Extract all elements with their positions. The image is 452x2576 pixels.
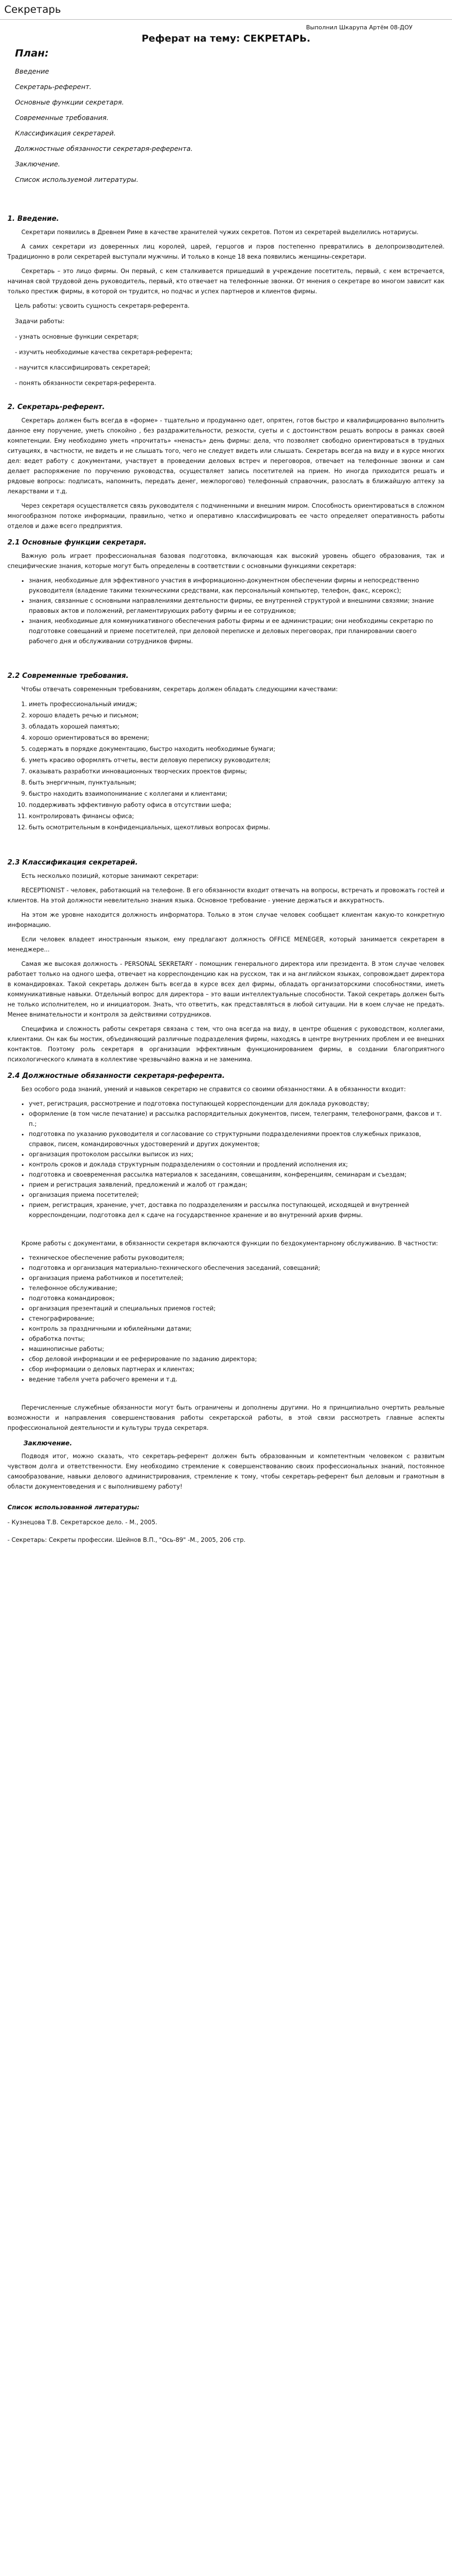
subsection-heading-functions: 2.1 Основные функции секретаря.	[7, 539, 147, 547]
paragraph: Самая же высокая должность - PERSONAL SEKRETARY - помощник генерального директора или президента. В этом случае человек работает только на одного шефа, отвечает на корреспонденцию как на русском, так и на английском языках, сопровождает директора в командировках. Такой секретарь должен быть всегда в курсе всех дел фирмы, обладать организаторскими способностями, иметь коммуникативные навыки. Отдельный вопрос для директора – это ваши интеллектуальные способности. Такой секретарь должен быть не только исполнителем, но и инициатором. Знать, что ответить, как представляться в любой ситуации. Ни в коем случае не предать. Менее внимательности и контроля за действиями сотрудников.	[7, 961, 445, 1018]
plan-list	[15, 63, 445, 187]
paragraph: Есть несколько позиций, которые занимают секретари:	[21, 873, 199, 879]
duties-list	[7, 1099, 445, 1220]
list-item: • оформление (в том числе печатание) и рассылка распорядительных документов, писем, телеграмм, телефонограмм, факсов и т. п.;	[29, 1109, 445, 1129]
plan-item: Классификация секретарей.	[15, 129, 116, 137]
plan-item: Заключение.	[15, 160, 60, 168]
paragraph: А самих секретари из доверенных лиц королей, царей, герцогов и пэров постепенно превратились в делопроизводителей. Традиционно в роли секретарей выступали мужчины. И только в конце 18 века появились женщины-секретари.	[7, 243, 445, 260]
subsection-heading-requirements: 2.2 Современные требования.	[7, 672, 129, 680]
list-item: • машинописные работы;	[29, 1344, 445, 1354]
subsection-heading-classification: 2.3 Классификация секретарей.	[7, 859, 138, 867]
section-heading-referent: 2. Секретарь-референт.	[7, 403, 105, 411]
list-item: 10. поддерживать эффективную работу офиса в отсутствии шефа;	[29, 799, 445, 811]
conclusion-heading: Заключение.	[23, 1439, 72, 1447]
list-item: • знания, связанные с основными направлениями деятельности фирмы, ее внутренней структурой и внешними связями; знание правовых актов и положений, регламентирующих работу фирмы и ее сотрудников;	[29, 596, 445, 616]
list-item: • сбор информации о деловых партнерах и клиентах;	[29, 1364, 445, 1374]
list-item: • прием, регистрация, хранение, учет, доставка по подразделениям и рассылка поступающей, исходящей и внутренней корреспонденции, подготовка дел к сдаче на государственное хранение и во внутренний архив фирмы.	[29, 1200, 445, 1220]
paragraph: Перечисленные служебные обязанности могут быть ограничены и дополнены другими. Но я принципиально очертить реальные возможности и направления совершенствования работы секретарской работы, в этой связи рассмотреть главные аспекты профессиональной деятельности и культуры труда секретаря.	[7, 1404, 445, 1431]
reference-item: - Кузнецова Т.В. Секретарское дело. - М., 2005.	[7, 1519, 157, 1526]
plan-item: Список используемой литературы.	[15, 175, 139, 183]
paragraph: Секретарь – это лицо фирмы. Он первый, с кем сталкивается пришедший в учреждение посетитель, первый, с кем встречается, начиная свой трудовой день руководитель, первый, кто отвечает на телефонные звонки. От мнения о секретаре во многом зависит как только престиж фирмы, в которой он трудится, но подчас и успех партнеров и клиентов фирмы.	[7, 268, 445, 295]
list-item: 12. быть осмотрительным в конфиденциальных, щекотливых вопросах фирмы.	[29, 822, 445, 833]
paragraph: Кроме работы с документами, в обязанности секретаря включаются функции по бездокументарному обслуживанию. В частности:	[21, 1240, 438, 1247]
window-title-bar	[0, 0, 452, 20]
list-item: 11. контролировать финансы офиса;	[29, 811, 445, 822]
list-item: • подготовка и своевременная рассылка материалов к заседаниям, совещаниям, конференциям, семинарам и съездам;	[29, 1170, 445, 1180]
list-item: • подготовка командировок;	[29, 1293, 445, 1303]
goal-line: Цель работы: усвоить сущность секретаря-референта.	[15, 302, 190, 309]
list-item: • организация приема посетителей;	[29, 1190, 445, 1200]
list-item: • техническое обеспечение работы руководителя;	[29, 1253, 445, 1263]
functions-list	[7, 575, 445, 646]
list-item: • организация приема работников и посетителей;	[29, 1273, 445, 1283]
paragraph: Если человек владеет иностранным языком, ему предлагают должность OFFICE MENEGER, который занимается секретарем в менеджере...	[7, 936, 445, 953]
section-heading-intro: 1. Введение.	[7, 215, 59, 223]
plan-item: Современные требования.	[15, 114, 109, 122]
list-item: 2. хорошо владеть речью и письмом;	[29, 710, 445, 721]
list-item: • учет, регистрация, рассмотрение и подготовка поступающей корреспонденции для доклада руководству;	[29, 1099, 445, 1109]
paragraph: Специфика и сложность работы секретаря связана с тем, что она всегда на виду, в центре общения с руководством, коллегами, клиентами. Он как бы мостик, объединяющий различные подразделения фирмы, находясь в центре внутренних проблем и ее внешних контактов. Поэтому роль секретаря в организации эффективным функционированием фирмы, в создании благоприятного психологического климата в коллективе чрезвычайно важна и не заменима.	[7, 1026, 445, 1063]
task-item: - изучить необходимые качества секретаря-референта;	[15, 349, 193, 356]
author-line: Выполнил Шкарупа Артём 08-ДОУ	[306, 24, 413, 31]
paragraph: Через секретаря осуществляется связь руководителя с подчиненными и внешним миром. Способность ориентироваться в сложном многообразном потоке информации, правильно, четко и оперативно классифицировать ее часто определяет оперативность работы отделов и даже всего предприятия.	[7, 502, 445, 530]
list-item: • контроль сроков и доклада структурным подразделениям о состоянии и продлений исполнения их;	[29, 1159, 445, 1170]
list-item: • контроль за праздничными и юбилейными датами;	[29, 1324, 445, 1334]
paragraph: Без особого рода знаний, умений и навыков секретарю не справится со своими обязанностями. А в обязанности входит:	[21, 1086, 406, 1093]
references-heading: Список использованной литературы:	[7, 1503, 140, 1511]
list-item: 3. обладать хорошей памятью;	[29, 721, 445, 732]
list-item: • подготовка и организация материально-технического обеспечения заседаний, совещаний;	[29, 1263, 445, 1273]
plan-item: Секретарь-референт.	[15, 83, 92, 91]
window-title: Секретарь	[4, 4, 61, 15]
list-item: • сбор деловой информации и ее реферирование по заданию директора;	[29, 1354, 445, 1364]
list-item: 7. оказывать разработки инновационных творческих проектов фирмы;	[29, 766, 445, 777]
task-item: - научится классифицировать секретарей;	[15, 364, 150, 371]
paragraph: RECEPTIONIST - человек, работающий на телефоне. В его обязанности входит отвечать на вопросы, встречать и провожать гостей и клиентов. На этой должности невелительно знания языка. Основное требование - умение держаться и аккуратность.	[7, 887, 445, 904]
reference-item: - Секретарь: Секреты профессии. Шейнов В.П., "Ось-89" -М., 2005, 206 стр.	[7, 1537, 246, 1543]
list-item: 8. быть энергичным, пунктуальным;	[29, 777, 445, 788]
plan-item: Основные функции секретаря.	[15, 98, 124, 106]
subsection-heading-duties: 2.4 Должностные обязанности секретаря-референта.	[7, 1072, 225, 1080]
list-item: • организация протоколом рассылки выписок из них;	[29, 1149, 445, 1159]
non-document-duties-list	[7, 1253, 445, 1385]
paragraph: Чтобы отвечать современным требованиям, секретарь должен обладать следующими качествами:	[21, 686, 338, 693]
list-item: 5. содержать в порядке документацию, быстро находить необходимые бумаги;	[29, 743, 445, 755]
paragraph: Подводя итог, можно сказать, что секретарь-референт должен быть образованным и компетентным человеком с развитым чувством долга и ответственности. Ему необходимо стремление к совершенствованию своих профессиональных знаний, постоянное самообразование, навыки делового администрирования, стремление к тому, чтобы секретарь-референт был деловым и грамотным в области документоведения и с выполнившему работу!	[7, 1453, 445, 1490]
list-item: • ведение табеля учета рабочего времени и т.д.	[29, 1374, 445, 1385]
document-title: Реферат на тему: СЕКРЕТАРЬ.	[141, 33, 311, 44]
list-item: • телефонное обслуживание;	[29, 1283, 445, 1293]
list-item: • подготовка по указанию руководителя и согласование со структурными подразделениями проектов служебных приказов, справок, писем, командировочных удостоверений и других документов;	[29, 1129, 445, 1149]
task-item: - узнать основные функции секретаря;	[15, 333, 139, 340]
tasks-label: Задачи работы:	[15, 318, 65, 325]
list-item: • прием и регистрация заявлений, предложений и жалоб от граждан;	[29, 1180, 445, 1190]
plan-item: Введение	[15, 67, 49, 75]
plan-item: Должностные обязанности секретаря-референта.	[15, 145, 193, 153]
paragraph: Секретарь должен быть всегда в «форме» - тщательно и продуманно одет, опрятен, готов быстро и квалифицированно выполнить данное ему поручение, уметь спокойно , без раздражительности, резкости, суеты и с достоинством решать вопросы в рамках своей компетенции. Ему необходимо уметь «прочитать» «ненасть» день фирмы: дела, что позволяет свободно ориентироваться в трудных ситуациях, в частности, не видеть и не слышать того, чего не следует видеть или слышать. Секретарь всегда на виду и в курсе многих дел: ведет работу с документами, участвует в проведении деловых встреч и переговоров, отвечает на телефонные звонки и сам делает распоряжение по поручению руководства, осуществляет запись посетителей на прием. Но иногда приходится решать и рядовые вопросы: подписать, напомнить, передать денег, межпорогово) телефонный справочник, разослать в ближайшую аптеку за лекарствами и т.д.	[7, 417, 445, 495]
list-item: 9. быстро находить взаимопонимание с коллегами и клиентами;	[29, 788, 445, 799]
plan-section	[15, 47, 445, 187]
list-item: 4. хорошо ориентироваться во времени;	[29, 732, 445, 743]
list-item: • знания, необходимые для коммуникативного обеспечения работы фирмы и ее администрации; они необходимы секретарю по подготовке совещаний и приеме посетителей, при деловой переписке и деловых переговорах, при планировании своего рабочего дня и обслуживании сотрудников фирмы.	[29, 616, 445, 646]
list-item: 6. уметь красиво оформлять отчеты, вести деловую переписку руководителя;	[29, 755, 445, 766]
paragraph: Секретари появились в Древнем Риме в качестве хранителей чужих секретов. Потом из секретарей выделились нотариусы.	[21, 229, 419, 236]
requirements-list	[7, 699, 445, 833]
list-item: • стенографирование;	[29, 1314, 445, 1324]
plan-heading: План:	[15, 47, 49, 59]
task-item: - понять обязанности секретаря-референта.	[15, 380, 156, 387]
list-item: 1. иметь профессиональный имидж;	[29, 699, 445, 710]
list-item: • знания, необходимые для эффективного участия в информационно-документном обеспечении фирмы и непосредственно руководителя (владение такими техническими средствами, как персональный компьютер, телефон, факс, ксерокс);	[29, 575, 445, 596]
paragraph: На этом же уровне находится должность информатора. Только в этом случае человек сообщает клиентам какую-то конкретную информацию.	[7, 911, 445, 929]
list-item: • организация презентаций и специальных приемов гостей;	[29, 1303, 445, 1314]
list-item: • обработка почты;	[29, 1334, 445, 1344]
paragraph: Важную роль играет профессиональная базовая подготовка, включающая как высокий уровень общего образования, так и специфические знания, которые могут быть определены в соответствии с основными функциями секретаря:	[7, 553, 445, 570]
